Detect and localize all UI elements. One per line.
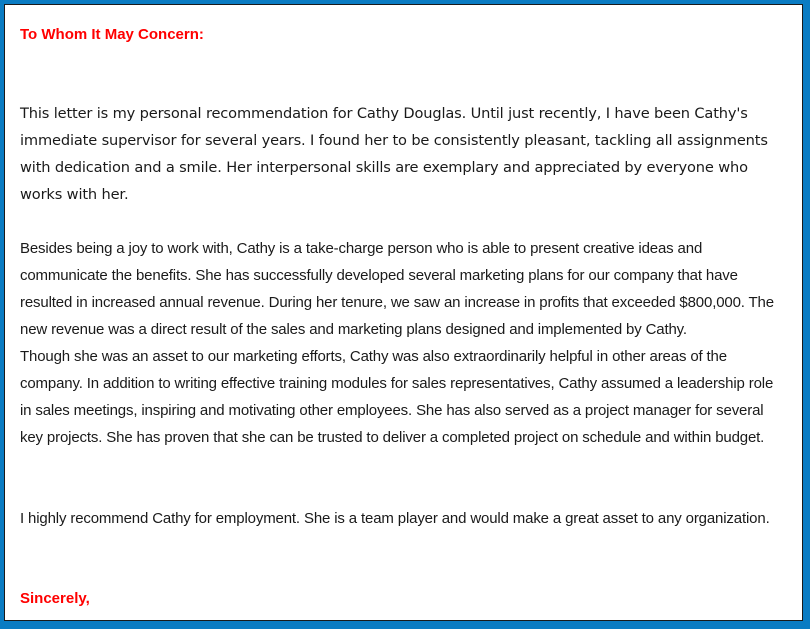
letter-paragraph-leadership: Though she was an asset to our marketing efforts, Cathy was also extraordinarily helpful in other areas of the company. In addition to writing effective training modules for sales representatives, Cathy assumed a leadership role in sales meetings, inspiring and motivating other employees. She has also served as a project manager for several key projects. She has proven that she can be trusted to deliver a completed project on schedule and within budget. <box>20 348 774 446</box>
letter-frame <box>4 4 803 621</box>
letter-paragraph-recommendation: I highly recommend Cathy for employment. She is a team player and would make a great asset to any organization. <box>20 510 770 527</box>
letter-salutation: To Whom It May Concern: <box>20 26 204 43</box>
letter-closing: Sincerely, <box>20 590 90 607</box>
letter-paragraph-intro: This letter is my personal recommendation for Cathy Douglas. Until just recently, I have been Cathy's immediate supervisor for several years. I found her to be consistently pleasant, tackling all assignments with dedication and a smile. Her interpersonal skills are exemplary and appreciated by everyone who works with her. <box>20 105 768 203</box>
letter-paragraph-achievements: Besides being a joy to work with, Cathy is a take-charge person who is able to present creative ideas and communicate the benefits. She has successfully developed several marketing plans for our company that have resulted in increased annual revenue. During her tenure, we saw an increase in profits that exceeded $800,000. The new revenue was a direct result of the sales and marketing plans designed and implemented by Cathy. <box>20 240 774 338</box>
